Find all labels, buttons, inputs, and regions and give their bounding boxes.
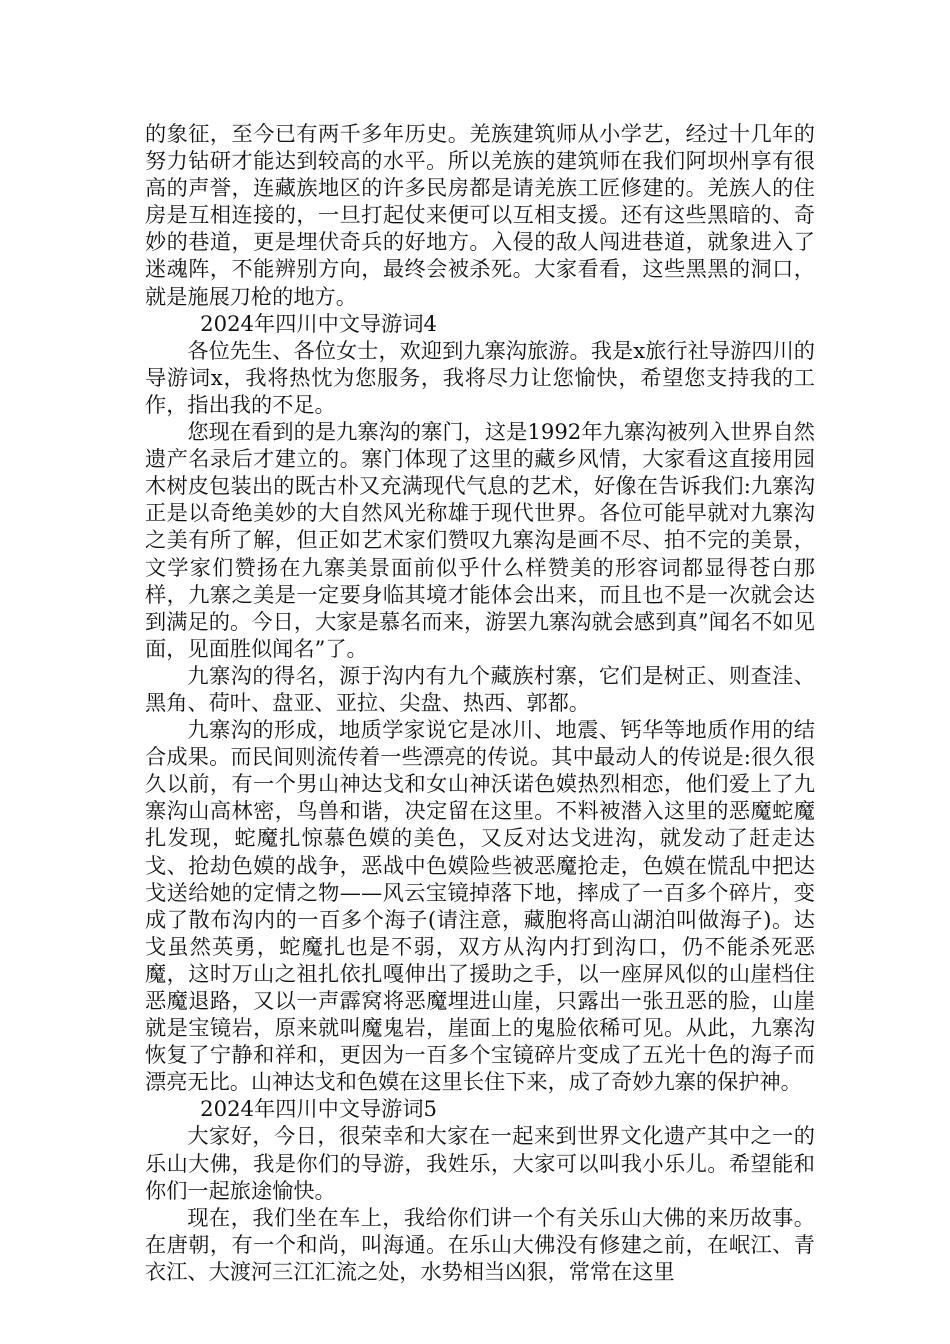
document-page [145,120,815,1285]
paragraph-7: 现在，我们坐在车上，我给你们讲一个有关乐山大佛的来历故事。在唐朝，有一个和尚，叫海通。在乐山大佛没有修建之前，在岷江、青衣江、大渡河三江汇流之处，水势相当凶狠，常常在这里 [145,1204,815,1284]
section-heading-4: 2024年四川中文导游词4 [200,310,438,336]
section-heading-5: 2024年四川中文导游词5 [200,1096,438,1122]
paragraph-6: 大家好，今日，很荣幸和大家在一起来到世界文化遗产其中之一的乐山大佛，我是你们的导游，我姓乐，大家可以叫我小乐儿。希望能和你们一起旅途愉快。 [145,1123,815,1203]
paragraph-5: 九寨沟的形成，地质学家说它是冰川、地震、钙华等地质作用的结合成果。而民间则流传着一些漂亮的传说。其中最动人的传说是:很久很久以前，有一个男山神达戈和女山神沃诺色嫫热烈相恋，他们爱上了九寨沟山高林密，鸟兽和谐，决定留在这里。不料被潜入这里的恶魔蛇魔扎发现，蛇魔扎惊慕色嫫的美色，又反对达戈进沟，就发动了赶走达戈、抢劫色嫫的战争，恶战中色嫫险些被恶魔抢走，色嫫在慌乱中把达戈送给她的定情之物——风云宝镜掉落下地，摔成了一百多个碎片，变成了散布沟内的一百多个海子(请注意，藏胞将高山湖泊叫做海子)。达戈虽然英勇，蛇魔扎也是不弱，双方从沟内打到沟口，仍不能杀死恶魔，这时万山之祖扎依扎嘎伸出了援助之手，以一座屏风似的山崖档住恶魔退路，又以一声霹窝将恶魔埋进山崖，只露出一张丑恶的脸，山崖就是宝镜岩，原来就叫魔鬼岩，崖面上的鬼脸依稀可见。从此，九寨沟恢复了宁静和祥和，更因为一百多个宝镜碎片变成了五光十色的海子而漂亮无比。山神达戈和色嫫在这里长住下来，成了奇妙九寨的保护神。 [145,717,815,1095]
paragraph-3: 您现在看到的是九寨沟的寨门，这是1992年九寨沟被列入世界自然遗产名录后才建立的。寨门体现了这里的藏乡风情，大家看这直接用园木树皮包装出的既古朴又充满现代气息的艺术，好像在告诉我们:九寨沟正是以奇绝美妙的大自然风光称雄于现代世界。各位可能早就对九寨沟之美有所了解，但正如艺术家们赞叹九寨沟是画不尽、拍不完的美景，文学家们赞扬在九寨美景面前似乎什么样赞美的形容词都显得苍白那样，九寨之美是一定要身临其境才能体会出来，而且也不是一次就会达到满足的。今日，大家是慕名而来，游罢九寨沟就会感到真”闻名不如见面，见面胜似闻名”了。 [145,419,815,661]
paragraph-4: 九寨沟的得名，源于沟内有九个藏族村寨，它们是树正、则查洼、黑角、荷叶、盘亚、亚拉、尖盘、热西、郭都。 [145,662,815,715]
paragraph-2: 各位先生、各位女士，欢迎到九寨沟旅游。我是x旅行社导游四川的导游词x，我将热忱为您服务，我将尽力让您愉快，希望您支持我的工作，指出我的不足。 [145,337,815,417]
paragraph-1: 的象征，至今已有两千多年历史。羌族建筑师从小学艺，经过十几年的努力钻研才能达到较高的水平。所以羌族的建筑师在我们阿坝州享有很高的声誉，连藏族地区的许多民房都是请羌族工匠修建的。羌族人的住房是互相连接的，一旦打起仗来便可以互相支援。还有这些黑暗的、奇妙的巷道，更是埋伏奇兵的好地方。入侵的敌人闯进巷道，就象进入了迷魂阵，不能辨别方向，最终会被杀死。大家看看，这些黑黑的洞口，就是施展刀枪的地方。 [145,121,815,309]
